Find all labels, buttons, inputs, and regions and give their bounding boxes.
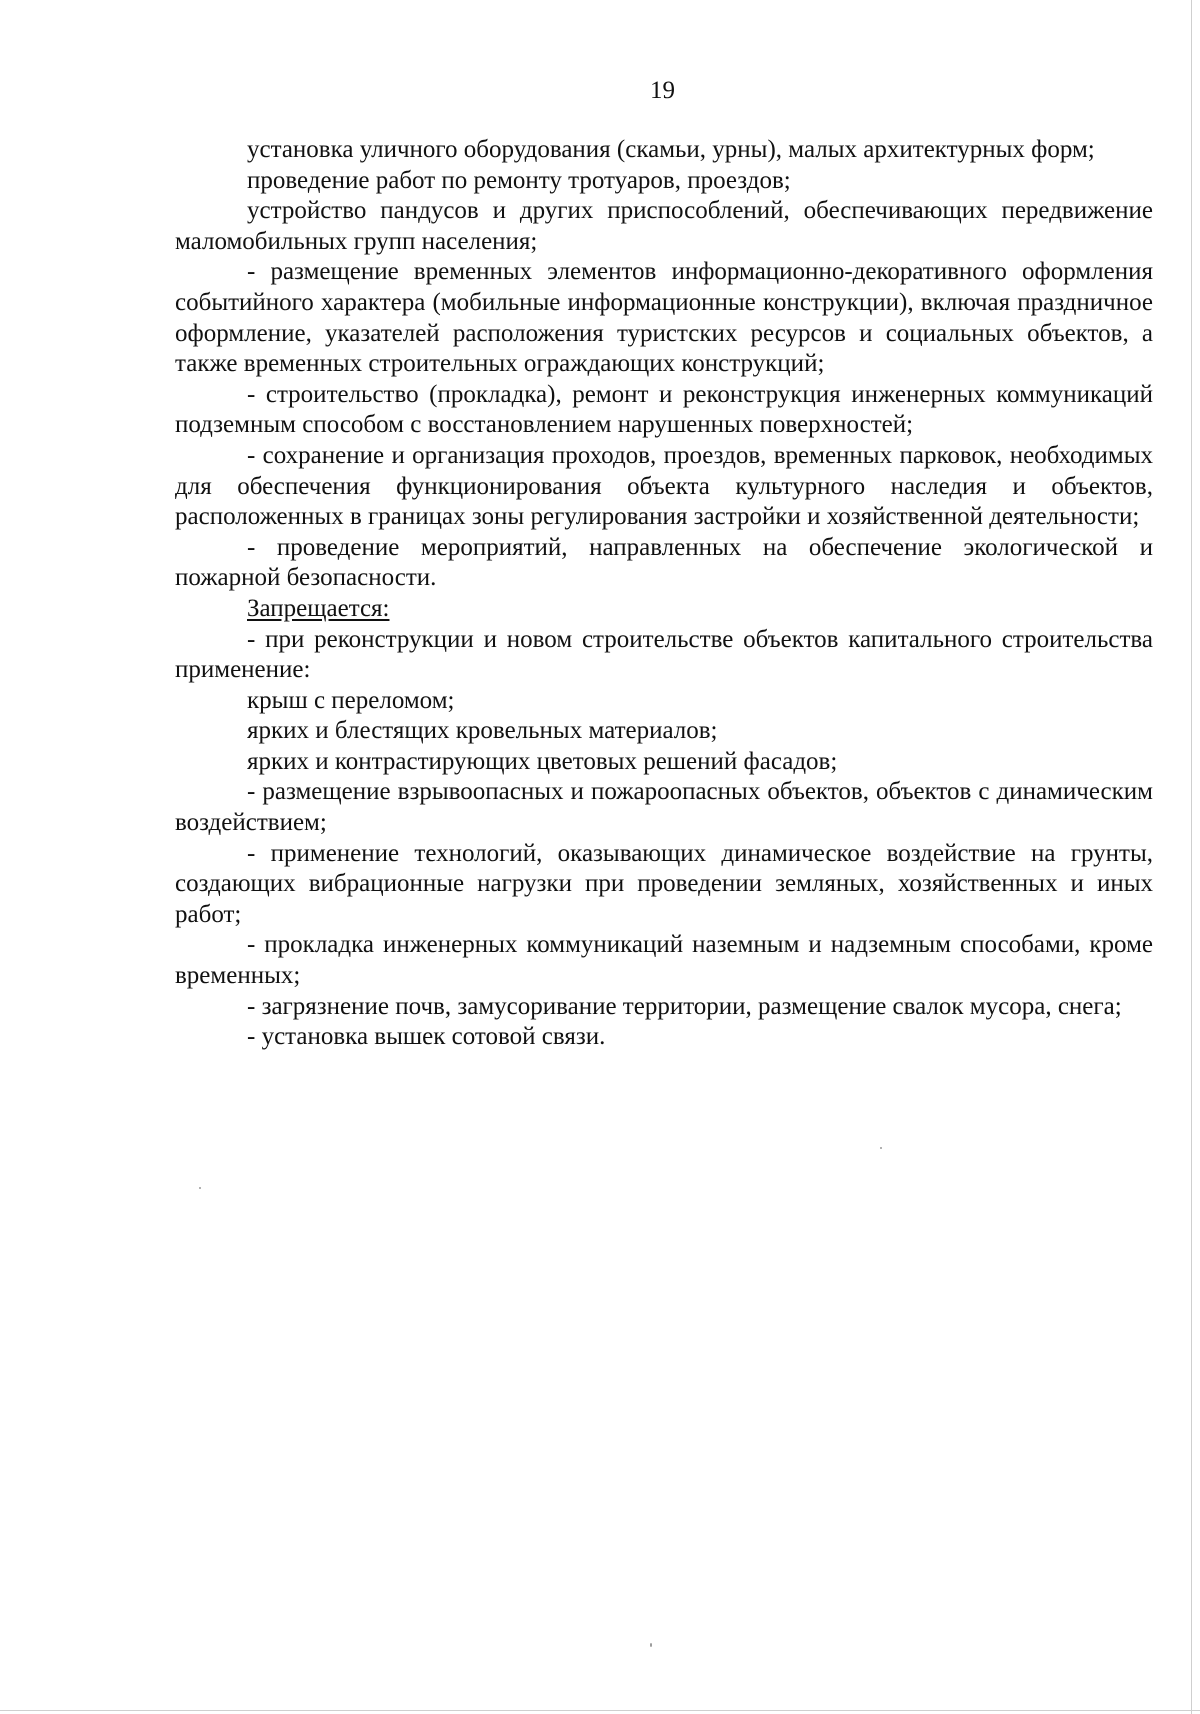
paragraph-temporary-decor: - размещение временных элементов информационно-декоративного оформления событийного характера (мобильные информационные конструкции), включая праздничное оформление, указателей расположения туристских ресурсов и социальных объектов, а также временных строительных ограждающих конструкций; (175, 258, 1153, 378)
page-number: 19 (650, 77, 675, 104)
prohibited-item-construction: - при реконструкции и новом строительстве объектов капитального строительства применение: (175, 625, 1153, 684)
paragraph-safety-measures: - проведение мероприятий, направленных на обеспечение экологической и пожарной безопасности. (175, 533, 1153, 592)
scan-speck (650, 1643, 652, 1647)
prohibited-heading-text: Запрещается: (247, 594, 390, 622)
paragraph-ramps: устройство пандусов и других приспособлений, обеспечивающих передвижение маломобильных групп населения; (175, 197, 1153, 255)
scan-speck (880, 1147, 882, 1149)
prohibited-heading (175, 594, 1153, 625)
prohibited-item-roof-materials: ярких и блестящих кровельных материалов; (247, 717, 718, 745)
scan-edge-line (0, 1710, 1200, 1711)
scan-edge-line (1191, 0, 1192, 1714)
prohibited-item-pollution: - загрязнение почв, замусоривание территории, размещение свалок мусора, снега; (247, 992, 1122, 1020)
paragraph-street-equipment: установка уличного оборудования (скамьи, урны), малых архитектурных форм; (247, 136, 1095, 163)
prohibited-item-cell-towers: - установка вышек сотовой связи. (247, 1023, 606, 1051)
document-body (175, 135, 1153, 1053)
prohibited-item-facade-colors: ярких и контрастирующих цветовых решений фасадов; (247, 747, 838, 775)
prohibited-item-overground-utilities: - прокладка инженерных коммуникаций наземным и надземным способами, кроме временных; (175, 931, 1153, 990)
paragraph-sidewalk-repair: проведение работ по ремонту тротуаров, проездов; (247, 166, 791, 194)
prohibited-item-hazardous-objects: - размещение взрывоопасных и пожароопасных объектов, объектов с динамическим воздействием; (175, 778, 1153, 837)
paragraph-utilities-underground: - строительство (прокладка), ремонт и реконструкция инженерных коммуникаций подземным способом с восстановлением нарушенных поверхностей; (175, 380, 1153, 439)
prohibited-item-roofs: крыш с переломом; (247, 686, 455, 714)
scan-speck (199, 1187, 201, 1189)
paragraph-passages-parking: - сохранение и организация проходов, проездов, временных парковок, необходимых для обеспечения функционирования объекта культурного наследия и объектов, расположенных в границах зоны регулирования застройки и хозяйственной деятельности; (175, 441, 1153, 531)
prohibited-item-vibration: - применение технологий, оказывающих динамическое воздействие на грунты, создающих вибрационные нагрузки при проведении земляных, хозяйственных и иных работ; (175, 839, 1153, 928)
